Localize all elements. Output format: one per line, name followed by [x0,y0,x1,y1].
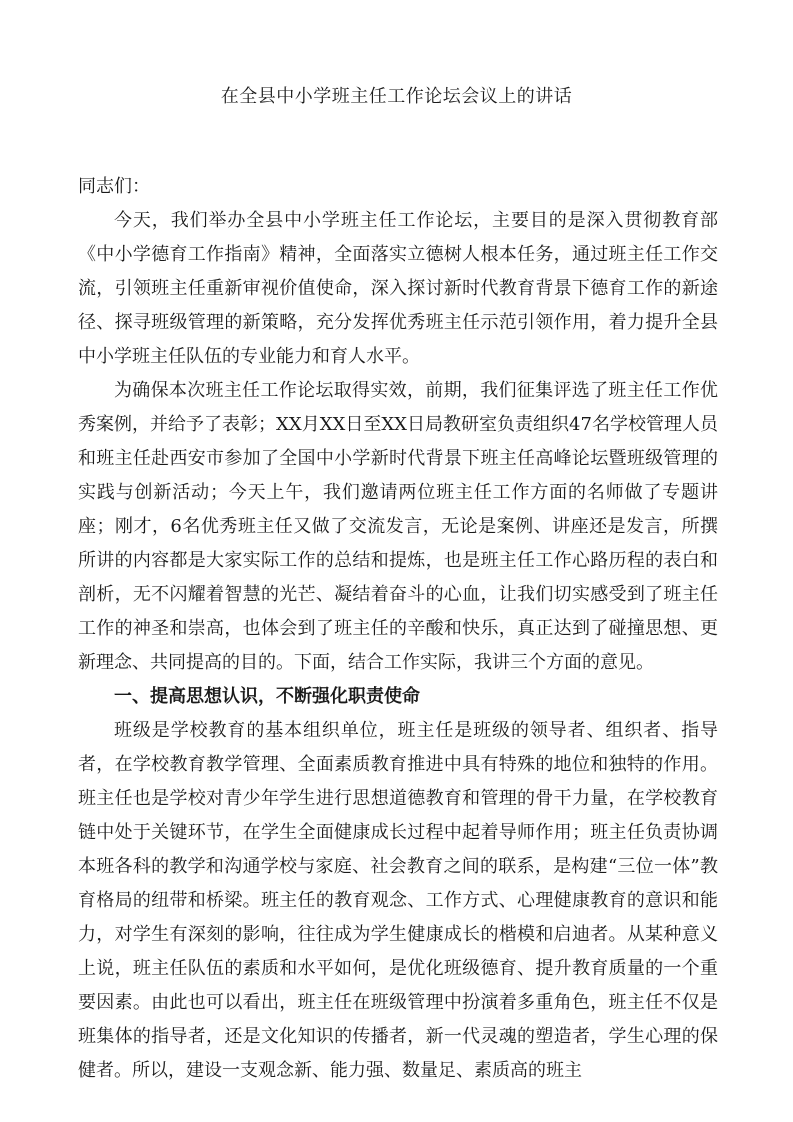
document-title: 在全县中小学班主任工作论坛会议上的讲话 [220,86,573,107]
paragraph-preparation: 为确保本次班主任工作论坛取得实效，前期，我们征集评选了班主任工作优秀案例，并给予了表彰；XX月XX日至XX日局教研室负责组织47名学校管理人员和班主任赴西安市参加了全国中小学新时代背景下班主任高峰论坛暨班级管理的实践与创新活动；今天上午，我们邀请两位班主任工作方面的名师做了专题讲座；刚才，6名优秀班主任又做了交流发言，无论是案例、讲座还是发言，所撰所讲的内容都是大家实际工作的总结和提炼，也是班主任工作心路历程的表白和剖析，无不闪耀着智慧的光芒、凝结着奋斗的心血，让我们切实感受到了班主任工作的神圣和崇高，也体会到了班主任的辛酸和快乐，真正达到了碰撞思想、更新理念、共同提高的目的。下面，结合工作实际，我讲三个方面的意见。 [78,380,718,673]
paragraph-section-one: 班级是学校教育的基本组织单位，班主任是班级的领导者、组织者、指导者，在学校教育教学管理、全面素质教育推进中具有特殊的地位和独特的作用。班主任也是学校对青少年学生进行思想道德教育和管理的骨干力量，在学校教育链中处于关键环节，在学生全面健康成长过程中起着导师作用；班主任负责协调本班各科的教学和沟通学校与家庭、社会教育之间的联系，是构建“三位一体”教育格局的纽带和桥梁。班主任的教育观念、工作方式、心理健康教育的意识和能力，对学生有深刻的影响，往往成为学生健康成长的楷模和启迪者。从某种意义上说，班主任队伍的素质和水平如何，是优化班级德育、提升教育质量的一个重要因素。由此也可以看出，班主任在班级管理中扮演着多重角色，班主任不仅是班集体的指导者，还是文化知识的传播者，新一代灵魂的塑造者，学生心理的保健者。所以，建设一支观念新、能力强、数量足、素质高的班主 [78,720,718,1081]
paragraph-intro: 今天，我们举办全县中小学班主任工作论坛，主要目的是深入贯彻教育部《中小学德育工作指南》精神，全面落实立德树人根本任务，通过班主任工作交流，引领班主任重新审视价值使命，深入探讨新时代教育背景下德育工作的新途径、探寻班级管理的新策略，充分发挥优秀班主任示范引领作用，着力提升全县中小学班主任队伍的专业能力和育人水平。 [78,210,718,367]
document-body [78,170,718,1088]
salutation: 同志们： [78,176,150,197]
section-heading: 一、提高思想认识，不断强化职责使命 [114,686,420,707]
